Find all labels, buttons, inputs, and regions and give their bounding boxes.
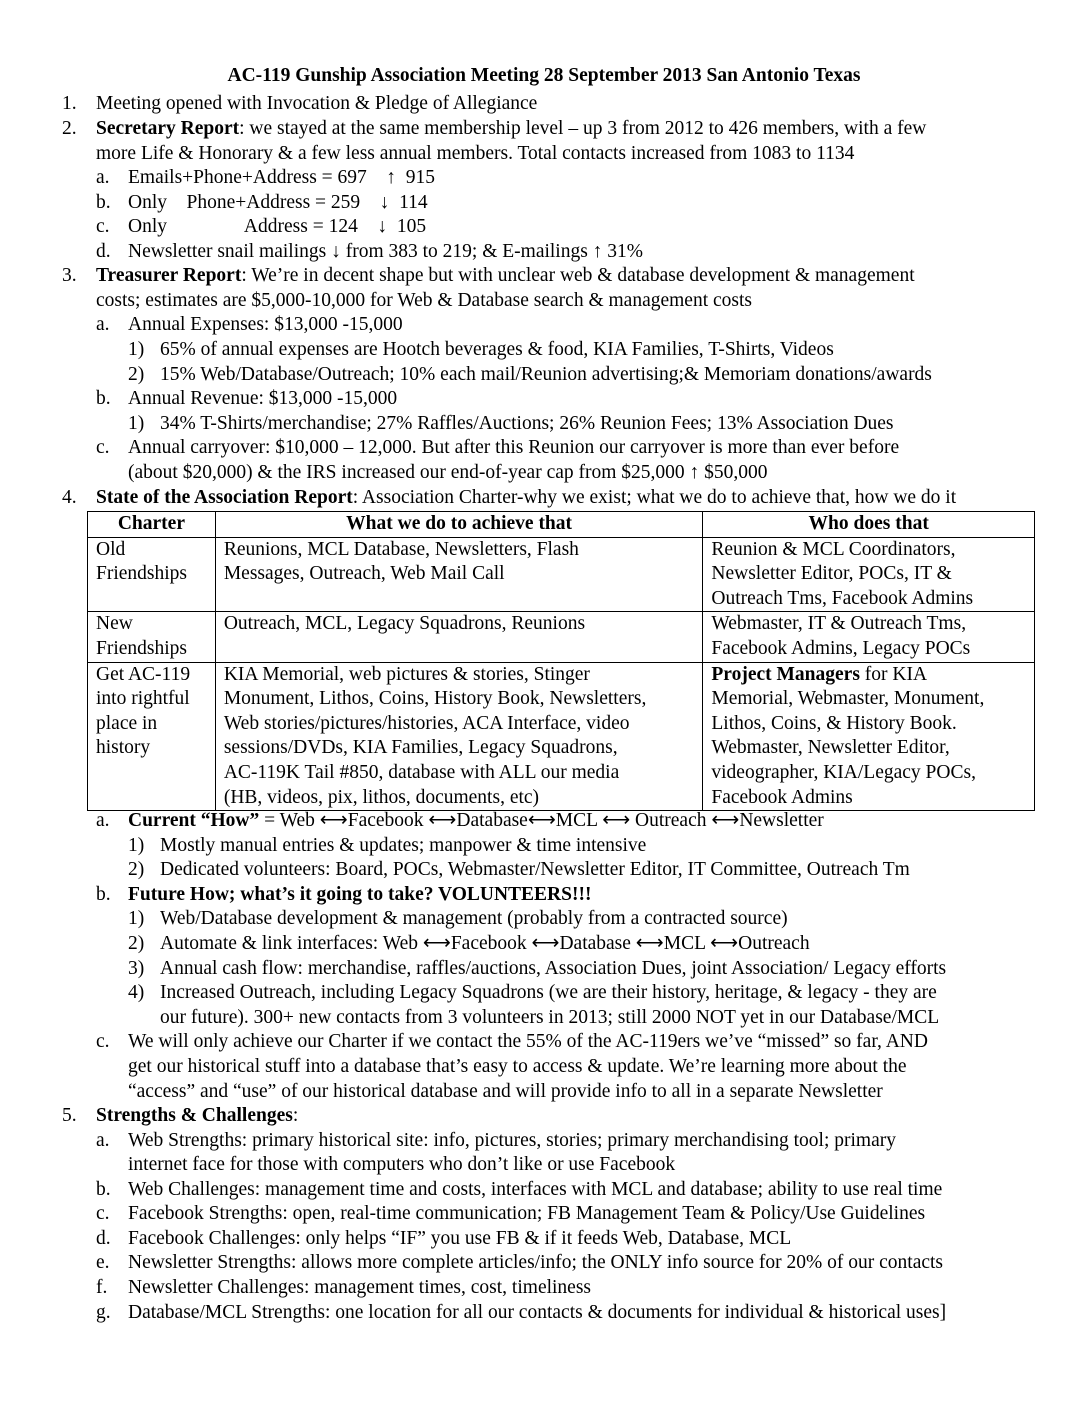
item-2c-marker: c. bbox=[96, 216, 110, 237]
item-3-line-1 bbox=[96, 264, 915, 289]
item-3a1-marker: 1) bbox=[128, 339, 145, 360]
table-cell: Get AC-119 into rightful place in history bbox=[88, 662, 216, 811]
item-3c-marker: c. bbox=[96, 437, 110, 458]
table-cell: KIA Memorial, web pictures & stories, Stinger Monument, Lithos, Coins, History Book, Newsletters, Web stories/pictures/histories, ACA Interface, video sessions/DVDs, KIA Families, Legacy Squadrons, AC-119K Tail #850, database with ALL our media (HB, videos, pix, lithos, documents, etc) bbox=[215, 662, 703, 811]
item-5-colon: : bbox=[292, 1105, 299, 1126]
item-4a-marker: a. bbox=[96, 810, 110, 831]
table-row bbox=[88, 537, 1035, 612]
item-5a-line-2: internet face for those with computers who don’t like or use Facebook bbox=[128, 1154, 676, 1175]
column-header: What we do to achieve that bbox=[215, 512, 703, 538]
item-5c-text: Facebook Strengths: open, real-time communication; FB Management Team & Policy/Use Guidelines bbox=[128, 1203, 926, 1224]
item-4c-line-2: get our historical stuff into a database that’s easy to access & update. We’re learning more about the bbox=[128, 1056, 907, 1077]
item-4a-text: = Web ⟷Facebook ⟷Database⟷MCL ⟷ Outreach ⟷Newsletter bbox=[259, 810, 824, 831]
item-5e-text: Newsletter Strengths: allows more complete articles/info; the ONLY info source for 20% of our contacts bbox=[128, 1252, 944, 1273]
item-2-text: : we stayed at the same membership level – up 3 from 2012 to 426 members, with a few bbox=[239, 118, 927, 139]
item-5d-text: Facebook Challenges: only helps “IF” you use FB & if it feeds Web, Database, MCL bbox=[128, 1228, 792, 1249]
item-3c-line-1: Annual carryover: $10,000 – 12,000. But after this Reunion our carryover is more than ever before bbox=[128, 437, 900, 458]
item-4b3-marker: 3) bbox=[128, 958, 145, 979]
item-3-text: : We’re in decent shape but with unclear web & database development & management bbox=[241, 265, 915, 286]
item-3b1-marker: 1) bbox=[128, 413, 145, 434]
item-2c-text: Only Address = 124 ↓ 105 bbox=[128, 216, 427, 237]
item-3a-marker: a. bbox=[96, 314, 110, 335]
item-5f-marker: f. bbox=[96, 1277, 108, 1298]
treasurer-report-heading: Treasurer Report bbox=[96, 265, 242, 286]
item-2-line-2: more Life & Honorary & a few less annual members. Total contacts increased from 1083 to 1134 bbox=[96, 143, 855, 164]
item-3b-text: Annual Revenue: $13,000 -15,000 bbox=[128, 388, 398, 409]
item-4a2-marker: 2) bbox=[128, 859, 145, 880]
item-5g-marker: g. bbox=[96, 1302, 111, 1323]
item-3a-text: Annual Expenses: $13,000 -15,000 bbox=[128, 314, 403, 335]
item-4-text: : Association Charter-why we exist; what we do to achieve that, how we do it bbox=[352, 487, 957, 508]
table-cell: Reunion & MCL Coordinators, Newsletter Editor, POCs, IT & Outreach Tms, Facebook Admins bbox=[703, 537, 1035, 612]
item-4b1-marker: 1) bbox=[128, 908, 145, 929]
item-4a-line bbox=[128, 809, 824, 834]
item-1-marker: 1. bbox=[62, 93, 77, 114]
item-2a-marker: a. bbox=[96, 167, 110, 188]
item-3-line-2: costs; estimates are $5,000-10,000 for Web & Database search & management costs bbox=[96, 290, 753, 311]
item-5a-line-1: Web Strengths: primary historical site: info, pictures, stories; primary merchandising tool; primary bbox=[128, 1130, 896, 1151]
item-5a-marker: a. bbox=[96, 1130, 110, 1151]
item-4b4-line-2: our future). 300+ new contacts from 3 volunteers in 2013; still 2000 NOT yet in our Database/MCL bbox=[160, 1007, 940, 1028]
item-5b-marker: b. bbox=[96, 1179, 111, 1200]
item-4-marker: 4. bbox=[62, 487, 77, 508]
item-4a1-text: Mostly manual entries & updates; manpower & time intensive bbox=[160, 835, 647, 856]
table-header-row bbox=[88, 512, 1035, 538]
secretary-report-heading: Secretary Report bbox=[96, 118, 240, 139]
item-2d-text: Newsletter snail mailings ↓ from 383 to 219; & E-mailings ↑ 31% bbox=[128, 241, 644, 262]
strengths-challenges-heading: Strengths & Challenges bbox=[96, 1105, 293, 1126]
state-of-association-heading: State of the Association Report bbox=[96, 487, 353, 508]
item-4b2-text: Automate & link interfaces: Web ⟷Facebook ⟷Database ⟷MCL ⟷Outreach bbox=[160, 933, 810, 954]
table-cell: Reunions, MCL Database, Newsletters, Flash Messages, Outreach, Web Mail Call bbox=[215, 537, 703, 612]
item-3b-marker: b. bbox=[96, 388, 111, 409]
item-4b2-marker: 2) bbox=[128, 933, 145, 954]
item-4c-line-1: We will only achieve our Charter if we contact the 55% of the AC-119ers we’ve “missed” so far, AND bbox=[128, 1031, 928, 1052]
table-cell-text: for KIA bbox=[859, 663, 928, 685]
item-3a2-marker: 2) bbox=[128, 364, 145, 385]
page-title: AC-119 Gunship Association Meeting 28 September 2013 San Antonio Texas bbox=[227, 65, 861, 86]
item-3-marker: 3. bbox=[62, 265, 77, 286]
table-cell: Outreach, MCL, Legacy Squadrons, Reunions bbox=[215, 612, 703, 662]
item-4b4-line-1: Increased Outreach, including Legacy Squadrons (we are their history, heritage, & legacy - they are bbox=[160, 982, 937, 1003]
item-4b4-marker: 4) bbox=[128, 982, 145, 1003]
item-5g-text: Database/MCL Strengths: one location for all our contacts & documents for individual & historical uses] bbox=[128, 1302, 947, 1323]
future-how-heading: Future How; what’s it going to take? VOLUNTEERS!!! bbox=[128, 884, 592, 905]
table-cell-text: Memorial, Webmaster, Monument, Lithos, Coins, & History Book. Webmaster, Newsletter Editor, videographer, KIA/Legacy POCs, Facebook Admins bbox=[711, 688, 985, 808]
item-5f-text: Newsletter Challenges: management times, cost, timeliness bbox=[128, 1277, 592, 1298]
item-2-line-1 bbox=[96, 117, 926, 142]
item-1-text: Meeting opened with Invocation & Pledge of Allegiance bbox=[96, 93, 538, 114]
item-5c-marker: c. bbox=[96, 1203, 110, 1224]
item-5e-marker: e. bbox=[96, 1252, 110, 1273]
table-cell: Webmaster, IT & Outreach Tms, Facebook Admins, Legacy POCs bbox=[703, 612, 1035, 662]
table-cell: Old Friendships bbox=[88, 537, 216, 612]
column-header: Charter bbox=[88, 512, 216, 538]
current-how-heading: Current “How” bbox=[128, 810, 260, 831]
item-5b-text: Web Challenges: management time and costs, interfaces with MCL and database; ability to use real time bbox=[128, 1179, 943, 1200]
item-2-marker: 2. bbox=[62, 118, 77, 139]
item-3b1-text: 34% T-Shirts/merchandise; 27% Raffles/Auctions; 26% Reunion Fees; 13% Association Dues bbox=[160, 413, 894, 434]
item-3c-line-2: (about $20,000) & the IRS increased our end-of-year cap from $25,000 ↑ $50,000 bbox=[128, 462, 768, 483]
project-managers-label: Project Managers bbox=[711, 663, 860, 685]
table-cell bbox=[703, 662, 1035, 811]
item-2b-text: Only Phone+Address = 259 ↓ 114 bbox=[128, 192, 428, 213]
table-row bbox=[88, 662, 1035, 811]
item-4b-marker: b. bbox=[96, 884, 111, 905]
item-5-marker: 5. bbox=[62, 1105, 77, 1126]
table-cell: New Friendships bbox=[88, 612, 216, 662]
item-5-line bbox=[96, 1104, 298, 1129]
item-4b1-text: Web/Database development & management (probably from a contracted source) bbox=[160, 908, 788, 929]
item-2a-text: Emails+Phone+Address = 697 ↑ 915 bbox=[128, 167, 436, 188]
item-4-line-1 bbox=[96, 486, 956, 511]
item-4c-marker: c. bbox=[96, 1031, 110, 1052]
item-4a2-text: Dedicated volunteers: Board, POCs, Webmaster/Newsletter Editor, IT Committee, Outreach Tm bbox=[160, 859, 910, 880]
table-row bbox=[88, 612, 1035, 662]
charter-table bbox=[87, 511, 1035, 811]
item-2b-marker: b. bbox=[96, 192, 111, 213]
item-2d-marker: d. bbox=[96, 241, 111, 262]
item-3a2-text: 15% Web/Database/Outreach; 10% each mail/Reunion advertising;& Memoriam donations/awards bbox=[160, 364, 932, 385]
item-4c-line-3: “access” and “use” of our historical database and will provide info to all in a separate Newsletter bbox=[128, 1081, 883, 1102]
item-4b3-text: Annual cash flow: merchandise, raffles/auctions, Association Dues, joint Association/ Legacy efforts bbox=[160, 958, 947, 979]
item-3a1-text: 65% of annual expenses are Hootch beverages & food, KIA Families, T-Shirts, Videos bbox=[160, 339, 834, 360]
item-5d-marker: d. bbox=[96, 1228, 111, 1249]
item-4a1-marker: 1) bbox=[128, 835, 145, 856]
column-header: Who does that bbox=[703, 512, 1035, 538]
